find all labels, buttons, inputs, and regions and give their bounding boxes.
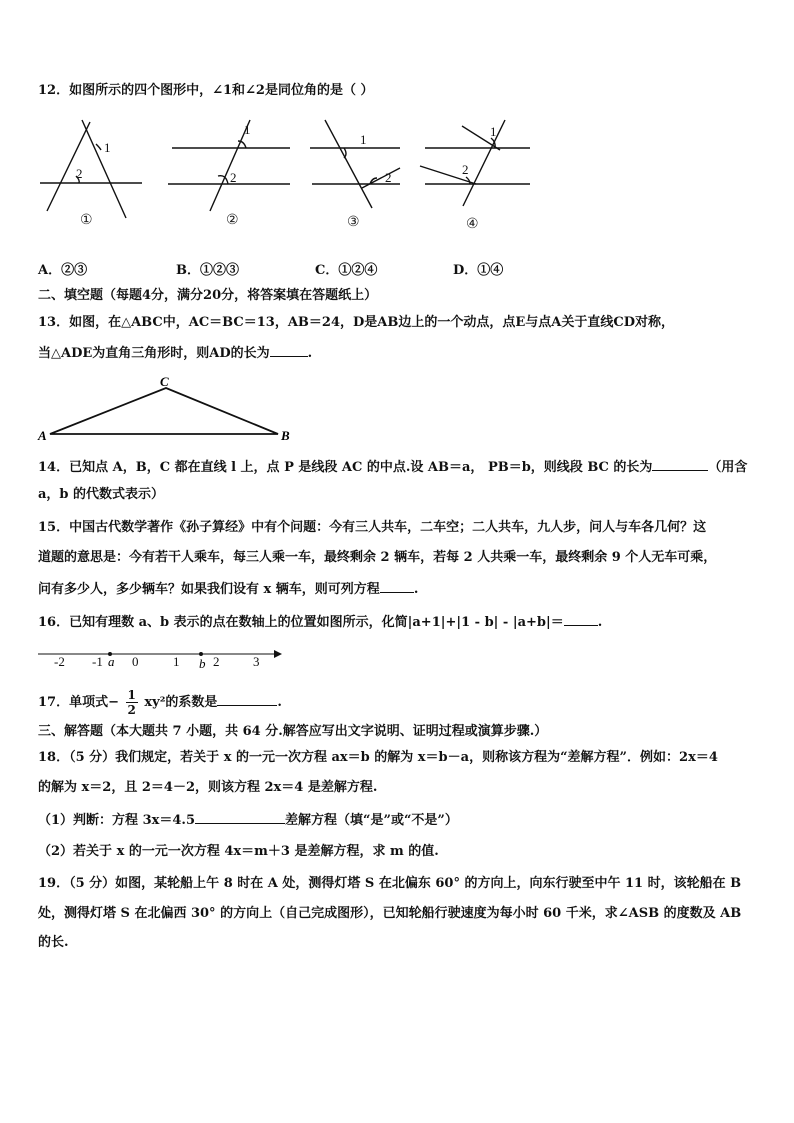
q15-line1: 15．中国古代数学著作《孙子算经》中有个问题：今有三人共车，二车空；二人共车，九人步，问人与车各几何？这 (38, 520, 707, 535)
q12-figures (0, 108, 794, 248)
q14-line1 (38, 457, 747, 477)
fig1-angle-1-label: 1 (104, 140, 111, 155)
section3-heading: 三、解答题（本大题共 7 小题，共 64 分.解答应写出文字说明、证明过程或演算步骤.） (38, 724, 548, 739)
q18-part1-tail: 差解方程（填“是”或“不是”） (284, 813, 458, 828)
label-a: A (38, 428, 47, 443)
q18-line3 (38, 810, 458, 830)
q18-part1-text: （1）判断：方程 3x＝4.5 (38, 813, 195, 828)
q18-line1: 18．（5 分）我们规定，若关于 x 的一元一次方程 ax＝b 的解为 x＝b－a，则称该方程为“差解方程”．例如：2x＝4 (38, 750, 718, 765)
q15-line3 (38, 579, 418, 599)
q14-line1-text: 14．已知点 A，B，C 都在直线 l 上，点 P 是线段 AC 的中点.设 AB＝a， PB＝b，则线段 BC 的长为 (38, 460, 653, 475)
fig2-angle-1-label: 1 (244, 122, 251, 137)
q15-answer-blank[interactable] (380, 579, 414, 593)
q16-number-line (36, 646, 286, 676)
fig1-angle-2-label: 2 (76, 166, 83, 181)
q17-fraction (126, 688, 138, 717)
q15-line2: 道题的意思是：今有若干人乘车，每三人乘一车，最终剩余 2 辆车，若每 2 人共乘一车，最终剩余 9 个人无车可乘， (38, 550, 717, 565)
section2-heading: 二、填空题（每题4分，满分20分，将答案填在答题纸上） (38, 288, 378, 303)
q18-line4: （2）若关于 x 的一元一次方程 4x＝m＋3 是差解方程，求 m 的值. (38, 844, 439, 859)
label-c: C (160, 374, 169, 389)
tick-label-2: 2 (213, 654, 220, 669)
fig3-number: ③ (347, 215, 360, 230)
fig3-angle-2-label: 2 (385, 170, 392, 185)
q17-suffix: 的系数是 (165, 695, 218, 710)
q16-stem (38, 612, 602, 632)
q19-line1: 19．（5 分）如图，某轮船上午 8 时在 A 处，测得灯塔 S 在北偏东 60° 的方向上，向东行驶至中午 11 时，该轮船在 B (38, 876, 742, 891)
tick-label-neg2: -2 (54, 654, 65, 669)
q18-line2: 的解为 x＝2，且 2＝4－2，则该方程 2x＝4 是差解方程. (38, 780, 378, 795)
q13-line1: 13．如图，在△ABC中，AC＝BC＝13，AB＝24，D是AB边上的一个动点，点E与点A关于直线CD对称， (38, 315, 674, 330)
q13-period: . (307, 346, 313, 361)
q19-line2: 处，测得灯塔 S 在北偏西 30° 的方向上（自己完成图形），已知轮船行驶速度为每小时 60 千米，求∠ASB 的度数及 AB (38, 906, 742, 921)
q17-answer-blank[interactable] (217, 692, 277, 706)
q17-denominator: 2 (127, 703, 136, 717)
fig2-number: ② (226, 213, 239, 228)
q12-option-d[interactable]: D．①④ (453, 263, 504, 278)
fig4-angle-1-label: 1 (490, 124, 497, 139)
q13-triangle-figure (36, 374, 336, 444)
tick-label-neg1: -1 (92, 654, 103, 669)
fig4-transversal-b (463, 120, 505, 206)
tick-label-1: 1 (173, 654, 180, 669)
fig3-transversal-b (362, 168, 400, 188)
q12-option-c[interactable]: C．①②④ (315, 263, 378, 278)
fig2-angle-2-label: 2 (230, 170, 237, 185)
fig1-number: ① (80, 213, 93, 228)
fig4-number: ④ (466, 217, 479, 232)
q17-numerator: 1 (127, 688, 136, 702)
q13-line2 (38, 343, 312, 363)
q16-period: . (597, 615, 603, 630)
q12-option-b[interactable]: B．①②③ (176, 263, 239, 278)
label-b: B (281, 428, 290, 443)
q13-line2-text: 当△ADE为直角三角形时，则AD的长为 (38, 346, 270, 361)
triangle-abc (50, 388, 278, 434)
fig1-transversal-a (47, 122, 90, 211)
tick-label-0: 0 (132, 654, 139, 669)
axis-arrow (274, 650, 282, 658)
q16-answer-blank[interactable] (564, 612, 598, 626)
point-a-label: a (108, 654, 115, 669)
q12-stem: 12．如图所示的四个图形中，∠1和∠2是同位角的是（ ） (38, 83, 374, 98)
q17-term: xy² (144, 695, 166, 710)
fig1-transversal-b (82, 120, 126, 218)
q17-stem (38, 688, 282, 724)
q14-line2: a，b 的代数式表示） (38, 487, 165, 502)
q16-stem-text: 16．已知有理数 a、b 表示的点在数轴上的位置如图所示，化简|a+1|+|1 - b| - |a+b|＝ (38, 615, 564, 630)
q17-prefix: 17．单项式− (38, 695, 119, 710)
q13-answer-blank[interactable] (270, 343, 308, 357)
q17-period: . (277, 695, 282, 710)
q15-line3-text: 问有多少人，多少辆车？如果我们设有 x 辆车，则可列方程 (38, 582, 380, 597)
point-b-label: b (199, 656, 206, 671)
q14-answer-blank[interactable] (652, 457, 708, 471)
fig1-angle-1-arc (96, 144, 101, 150)
q18-answer-blank[interactable] (195, 810, 285, 824)
q14-line1-tail: （用含 (708, 460, 748, 475)
fig4-angle-2-label: 2 (462, 162, 469, 177)
q15-period: . (413, 582, 419, 597)
fig3-angle-1-label: 1 (360, 132, 367, 147)
tick-label-3: 3 (253, 654, 260, 669)
q19-line3: 的长. (38, 935, 69, 950)
q12-option-a[interactable]: A．②③ (38, 263, 88, 278)
